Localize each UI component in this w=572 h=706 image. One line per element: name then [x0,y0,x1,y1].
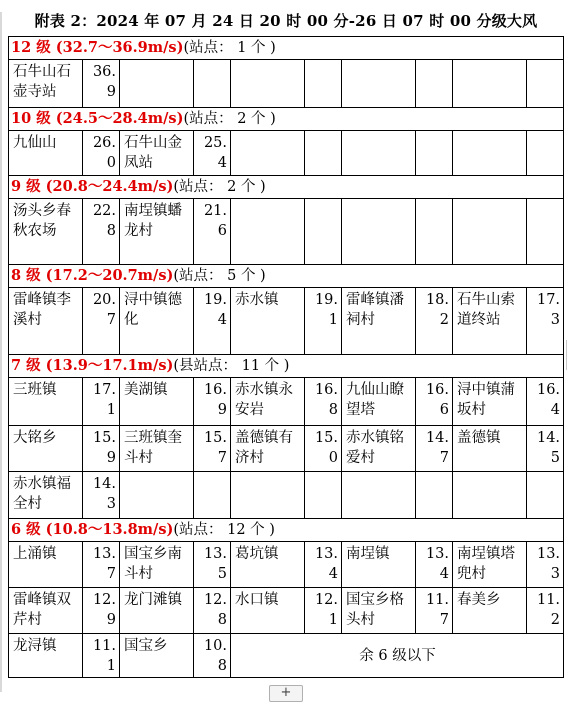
station-name: 美湖镇 [120,378,194,426]
wind-speed-value: 13.3 [527,542,564,588]
level-header [9,108,564,131]
empty-cell [453,131,527,176]
empty-cell [305,472,342,519]
wind-speed-value: 21.6 [194,199,231,265]
wind-speed-value: 13.4 [305,542,342,588]
station-name: 石牛山石壶寺站 [9,60,83,108]
wind-speed-value: 18.2 [416,288,453,355]
station-name: 雷峰镇双芹村 [9,588,83,634]
station-name: 赤水镇永安岩 [231,378,305,426]
station-row [9,634,564,678]
station-name: 国宝乡格头村 [342,588,416,634]
station-name: 南埕镇蟠龙村 [120,199,194,265]
empty-cell [453,199,527,265]
level-range-label: 7 级 (13.9～17.1m/s) [11,357,174,374]
station-name: 三班镇奎斗村 [120,426,194,472]
wind-speed-value: 25.4 [194,131,231,176]
level-station-count: (站点： 5 个 ) [173,268,266,284]
wind-speed-value: 13.5 [194,542,231,588]
wind-speed-value: 15.0 [305,426,342,472]
station-name: 大铭乡 [9,426,83,472]
empty-cell [416,472,453,519]
level-range-label: 10 级 (24.5～28.4m/s) [11,110,184,127]
station-name: 龙门滩镇 [120,588,194,634]
level-header-row [9,176,564,199]
wind-speed-value: 17.1 [83,378,120,426]
empty-cell [416,199,453,265]
wind-speed-value: 13.4 [416,542,453,588]
empty-cell [231,472,305,519]
wind-speed-value: 13.7 [83,542,120,588]
level-station-count: (站点： 12 个 ) [173,522,275,538]
wind-speed-value: 36.9 [83,60,120,108]
empty-cell [120,60,194,108]
empty-cell [527,472,564,519]
level-header [9,519,564,542]
level-header [9,37,564,60]
level-header-row [9,265,564,288]
wind-speed-value: 14.7 [416,426,453,472]
empty-cell [305,131,342,176]
station-row [9,288,564,355]
wind-speed-value: 12.9 [83,588,120,634]
level-header [9,355,564,378]
wind-speed-value: 15.7 [194,426,231,472]
empty-cell [342,60,416,108]
wind-speed-value: 11.2 [527,588,564,634]
empty-cell [527,199,564,265]
level-station-count: (站点： 2 个 ) [173,179,266,195]
station-row [9,378,564,426]
empty-cell [194,60,231,108]
station-name: 雷峰镇李溪村 [9,288,83,355]
wind-speed-value: 26.0 [83,131,120,176]
empty-cell [416,131,453,176]
station-name: 三班镇 [9,378,83,426]
level-station-count: (县站点： 11 个 ) [173,358,290,374]
station-name: 南埕镇 [342,542,416,588]
station-name: 雷峰镇潘祠村 [342,288,416,355]
wind-station-table [8,36,564,678]
empty-cell [453,472,527,519]
level-range-label: 8 级 (17.2～20.7m/s) [11,267,174,284]
station-name: 龙浔镇 [9,634,83,678]
page-side-marker [566,340,572,370]
wind-speed-value: 12.8 [194,588,231,634]
empty-cell [342,131,416,176]
station-row [9,588,564,634]
empty-cell [342,472,416,519]
station-name: 浔中镇蒲坂村 [453,378,527,426]
station-name: 汤头乡春秋农场 [9,199,83,265]
wind-speed-value: 11.7 [416,588,453,634]
station-name: 上涌镇 [9,542,83,588]
empty-cell [342,199,416,265]
station-name: 盖德镇 [453,426,527,472]
wind-speed-value: 11.1 [83,634,120,678]
level-station-count: (站点： 2 个 ) [183,111,276,127]
wind-speed-value: 16.8 [305,378,342,426]
station-name: 水口镇 [231,588,305,634]
wind-speed-value: 20.7 [83,288,120,355]
station-row [9,60,564,108]
station-row [9,199,564,265]
wind-speed-value: 14.3 [83,472,120,519]
wind-speed-value: 16.6 [416,378,453,426]
empty-cell [194,472,231,519]
station-name: 盖德镇有济村 [231,426,305,472]
station-name: 九仙山 [9,131,83,176]
station-name: 赤水镇 [231,288,305,355]
empty-cell [416,60,453,108]
empty-cell [231,60,305,108]
station-name: 赤水镇福全村 [9,472,83,519]
wind-speed-value: 19.1 [305,288,342,355]
wind-speed-value: 12.1 [305,588,342,634]
level-header-row [9,108,564,131]
level-header [9,176,564,199]
level-range-label: 6 级 (10.8～13.8m/s) [11,521,174,538]
wind-speed-value: 19.4 [194,288,231,355]
empty-cell [231,131,305,176]
station-row [9,426,564,472]
empty-cell [527,60,564,108]
level-header [9,265,564,288]
level-header-row [9,355,564,378]
remainder-note: 余 6 级以下 [231,634,564,678]
wind-speed-value: 22.8 [83,199,120,265]
level-header-row [9,519,564,542]
station-name: 石牛山金凤站 [120,131,194,176]
station-name: 春美乡 [453,588,527,634]
empty-cell [527,131,564,176]
wind-speed-value: 16.4 [527,378,564,426]
station-row [9,542,564,588]
station-name: 南埕镇塔兜村 [453,542,527,588]
empty-cell [305,199,342,265]
page-left-edge [0,12,2,692]
station-name: 浔中镇德化 [120,288,194,355]
station-name: 国宝乡南斗村 [120,542,194,588]
station-name: 葛坑镇 [231,542,305,588]
empty-cell [231,199,305,265]
empty-cell [305,60,342,108]
level-station-count: (站点： 1 个 ) [183,40,276,56]
page-title: 附表 2：2024 年 07 月 24 日 20 时 00 分-26 日 07 时 00 分级大风 [34,12,538,30]
wind-speed-value: 14.5 [527,426,564,472]
wind-speed-value: 15.9 [83,426,120,472]
add-row-button[interactable]: + [269,685,303,702]
station-row [9,131,564,176]
station-name: 九仙山瞭望塔 [342,378,416,426]
wind-speed-value: 16.9 [194,378,231,426]
empty-cell [120,472,194,519]
level-range-label: 9 级 (20.8～24.4m/s) [11,178,174,195]
level-range-label: 12 级 (32.7～36.9m/s) [11,39,184,56]
wind-speed-value: 17.3 [527,288,564,355]
wind-speed-value: 10.8 [194,634,231,678]
station-row [9,472,564,519]
station-name: 赤水镇铭爱村 [342,426,416,472]
station-name: 石牛山索道终站 [453,288,527,355]
station-name: 国宝乡 [120,634,194,678]
level-header-row [9,37,564,60]
empty-cell [453,60,527,108]
